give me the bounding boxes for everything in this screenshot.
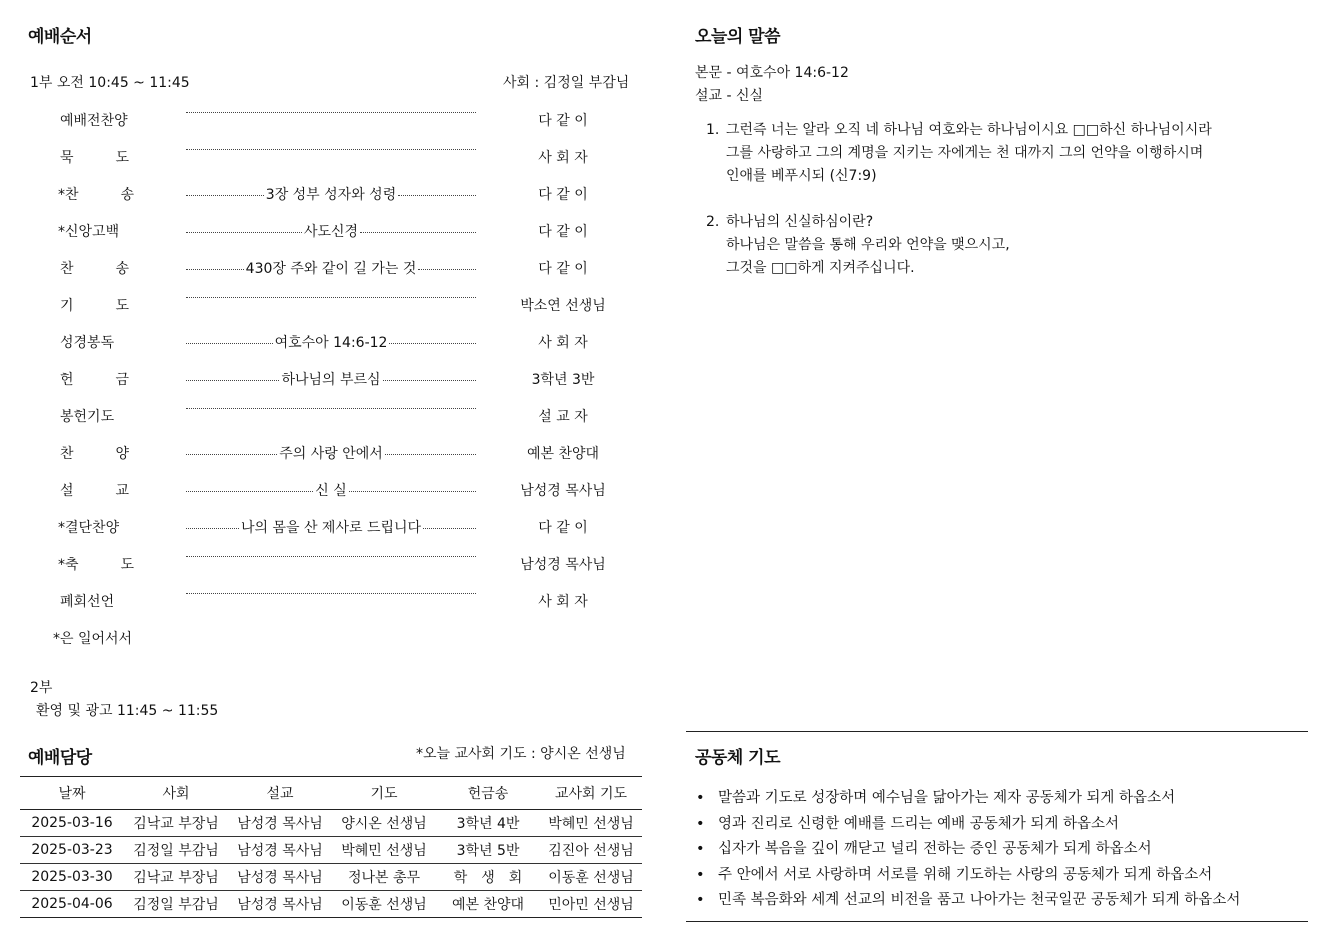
order-row <box>40 554 640 578</box>
order-item-leader: 다 같 이 <box>538 261 588 277</box>
order-item-leader: 남성경 목사님 <box>520 483 606 499</box>
dot-leader <box>186 297 476 298</box>
word-item <box>706 211 1010 280</box>
order-item-content <box>186 591 476 594</box>
bullet-icon: • <box>696 892 705 908</box>
duty-header: 기도 <box>370 786 398 802</box>
order-item-content <box>186 369 476 389</box>
order-item-leader: 다 같 이 <box>538 113 588 129</box>
order-item-content <box>186 147 476 150</box>
table-cell: 학 생 회 <box>453 870 523 886</box>
part2-label: 2부 <box>30 680 53 696</box>
order-item-name: 헌 금 <box>60 372 130 388</box>
order-item-leader: 사 회 자 <box>538 335 588 351</box>
dot-leader <box>186 556 476 557</box>
order-row <box>40 258 640 282</box>
dot-leader <box>418 269 476 270</box>
duty-header: 사회 <box>162 786 190 802</box>
order-item-name: 봉헌기도 <box>60 409 115 425</box>
table-cell: 예본 찬양대 <box>451 897 525 913</box>
table-cell: 2025-03-30 <box>31 869 113 885</box>
table-row <box>20 837 642 864</box>
duty-title: 예배담당 <box>28 748 92 768</box>
list-item <box>696 888 1240 914</box>
order-item-name: *찬 송 <box>58 187 135 203</box>
word-item-line: 인애를 베푸시되 (신7:9) <box>726 168 877 184</box>
order-item-content <box>186 295 476 298</box>
order-item-content <box>186 517 476 537</box>
table-cell: 3학년 4반 <box>456 816 520 832</box>
order-row <box>40 184 640 208</box>
word-item-number: 2. <box>706 214 720 230</box>
table-cell: 이동훈 선생님 <box>548 870 634 886</box>
table-cell: 박혜민 선생님 <box>548 816 634 832</box>
word-item-line: 그를 사랑하고 그의 계명을 지키는 자에게는 천 대까지 그의 언약을 이행하시며 <box>726 145 1204 161</box>
table-cell: 박혜민 선생님 <box>341 843 427 859</box>
order-item-content <box>186 110 476 113</box>
order-item-leader: 박소연 선생님 <box>520 298 606 314</box>
order-item-content-text: 430장 주와 같이 길 가는 것 <box>245 261 417 277</box>
order-item-content-text: 신 실 <box>315 483 347 499</box>
dot-leader <box>186 195 264 196</box>
order-item-name: 설 교 <box>60 483 130 499</box>
community-prayer-list <box>696 786 1240 914</box>
order-item-content <box>186 221 476 241</box>
table-row <box>20 864 642 891</box>
part1-time: 1부 오전 10:45 ~ 11:45 <box>30 75 190 91</box>
order-item-name: 폐회선언 <box>60 594 115 610</box>
order-item-content <box>186 443 476 463</box>
order-item-name: *결단찬양 <box>58 520 120 536</box>
table-cell: 2025-03-16 <box>31 815 113 831</box>
prayer-text: 십자가 복음을 깊이 깨닫고 널리 전하는 증인 공동체가 되게 하옵소서 <box>718 841 1152 857</box>
order-row <box>40 443 640 467</box>
dot-leader <box>186 454 277 455</box>
order-item-leader: 3학년 3반 <box>531 372 595 388</box>
order-item-content-text: 3장 성부 성자와 성령 <box>265 187 397 203</box>
scripture-text: 본문 - 여호수아 14:6-12 <box>695 65 849 81</box>
word-item-line: 하나님은 말씀을 통해 우리와 언약을 맺으시고, <box>726 237 1010 253</box>
dot-leader <box>186 528 239 529</box>
order-item-content-text: 하나님의 부르심 <box>281 372 381 388</box>
table-cell: 김낙교 부장님 <box>133 870 219 886</box>
order-item-name: *신앙고백 <box>58 224 120 240</box>
stand-note: *은 일어서서 <box>53 631 133 647</box>
table-cell: 민아민 선생님 <box>548 897 634 913</box>
order-item-name: 찬 양 <box>60 446 130 462</box>
dot-leader <box>186 491 313 492</box>
order-item-content <box>186 258 476 278</box>
dot-leader <box>186 112 476 113</box>
order-item-name: 기 도 <box>60 298 130 314</box>
table-cell: 김진아 선생님 <box>548 843 634 859</box>
order-item-leader: 남성경 목사님 <box>520 557 606 573</box>
word-item <box>706 119 1212 188</box>
dot-leader <box>186 408 476 409</box>
list-item <box>696 863 1240 889</box>
order-item-content <box>186 332 476 352</box>
word-title: 오늘의 말씀 <box>695 27 781 47</box>
dot-leader <box>186 343 273 344</box>
table-cell: 2025-04-06 <box>31 896 113 912</box>
list-item <box>696 837 1240 863</box>
order-item-content-text: 나의 몸을 산 제사로 드립니다 <box>240 520 422 536</box>
prayer-text: 영과 진리로 신령한 예배를 드리는 예배 공동체가 되게 하옵소서 <box>718 815 1120 832</box>
dot-leader <box>398 195 476 196</box>
dot-leader <box>186 149 476 150</box>
table-cell: 김정일 부감님 <box>133 843 219 859</box>
order-row <box>40 406 640 430</box>
order-item-content-text: 주의 사랑 안에서 <box>279 446 383 462</box>
table-cell: 이동훈 선생님 <box>341 897 427 913</box>
community-top-rule <box>686 731 1308 732</box>
community-bottom-rule <box>686 921 1308 922</box>
order-item-name: 예배전찬양 <box>60 113 128 129</box>
order-row <box>40 480 640 504</box>
order-item-content <box>186 554 476 557</box>
table-row <box>20 810 642 837</box>
table-cell: 남성경 목사님 <box>237 897 323 913</box>
dot-leader <box>383 380 476 381</box>
bullet-icon: • <box>696 790 705 806</box>
dot-leader <box>360 232 476 233</box>
order-row <box>40 591 640 615</box>
dot-leader <box>385 454 476 455</box>
sermon-title: 설교 - 신실 <box>695 88 764 104</box>
order-row <box>40 332 640 356</box>
order-item-content-text: 여호수아 14:6-12 <box>274 335 388 351</box>
order-item-content <box>186 406 476 409</box>
table-cell: 정나본 총무 <box>347 870 421 886</box>
table-cell: 2025-03-23 <box>31 842 113 858</box>
dot-leader <box>186 232 302 233</box>
table-row <box>20 891 642 918</box>
order-item-leader: 다 같 이 <box>538 520 588 536</box>
order-item-content-text: 사도신경 <box>303 224 359 240</box>
dot-leader <box>349 491 476 492</box>
prayer-text: 민족 복음화와 세계 선교의 비전을 품고 나아가는 천국일꾼 공동체가 되게 하옵소서 <box>718 892 1241 908</box>
order-row <box>40 221 640 245</box>
dot-leader <box>186 593 476 594</box>
dot-leader <box>423 528 476 529</box>
word-item-line: 하나님의 신실하심이란? <box>726 214 874 230</box>
table-cell: 김낙교 부장님 <box>133 816 219 832</box>
moderator: 사회 : 김정일 부감님 <box>503 75 630 91</box>
prayer-text: 말씀과 기도로 성장하며 예수님을 닮아가는 제자 공동체가 되게 하옵소서 <box>718 790 1176 806</box>
table-cell: 남성경 목사님 <box>237 843 323 859</box>
duty-header: 교사회 기도 <box>554 786 628 802</box>
bullet-icon: • <box>696 841 705 857</box>
table-cell: 김정일 부감님 <box>133 897 219 913</box>
order-row <box>40 369 640 393</box>
duty-header: 헌금송 <box>467 786 509 802</box>
order-item-content <box>186 480 476 500</box>
order-item-leader: 예본 찬양대 <box>526 446 600 462</box>
dot-leader <box>186 380 279 381</box>
order-item-name: *축 도 <box>58 557 135 573</box>
order-item-name: 찬 송 <box>60 261 130 277</box>
order-item-leader: 다 같 이 <box>538 224 588 240</box>
order-row <box>40 295 640 319</box>
order-row <box>40 110 640 134</box>
order-row <box>40 147 640 171</box>
order-item-leader: 사 회 자 <box>538 594 588 610</box>
table-cell: 남성경 목사님 <box>237 870 323 886</box>
order-title: 예배순서 <box>28 27 92 47</box>
order-item-name: 성경봉독 <box>60 335 115 351</box>
table-cell: 양시온 선생님 <box>341 816 427 832</box>
part2-desc: 환영 및 광고 11:45 ~ 11:55 <box>36 703 219 719</box>
order-item-leader: 다 같 이 <box>538 187 588 203</box>
prayer-text: 주 안에서 서로 사랑하며 서로를 위해 기도하는 사랑의 공동체가 되게 하옵소서 <box>718 866 1213 883</box>
order-row <box>40 517 640 541</box>
order-item-name: 묵 도 <box>60 150 130 166</box>
bullet-icon: • <box>696 815 705 832</box>
community-title: 공동체 기도 <box>695 748 781 768</box>
table-cell: 3학년 5반 <box>456 843 520 859</box>
list-item <box>696 812 1240 838</box>
order-item-leader: 설 교 자 <box>538 409 588 425</box>
word-item-number: 1. <box>706 122 720 138</box>
word-item-line: 그것을 □□하게 지켜주십니다. <box>726 260 915 276</box>
dot-leader <box>389 343 476 344</box>
word-item-line: 그런즉 너는 알라 오직 네 하나님 여호와는 하나님이시요 □□하신 하나님이시라 <box>726 122 1212 138</box>
duty-header: 날짜 <box>58 786 86 802</box>
bullet-icon: • <box>696 866 705 883</box>
teacher-prayer-note: *오늘 교사회 기도 : 양시온 선생님 <box>416 746 626 762</box>
dot-leader <box>186 269 244 270</box>
table-cell: 남성경 목사님 <box>237 816 323 832</box>
duty-table <box>20 776 642 918</box>
order-item-leader: 사 회 자 <box>538 150 588 166</box>
list-item <box>696 786 1240 812</box>
duty-header: 설교 <box>266 786 294 802</box>
duty-header-row <box>20 777 642 810</box>
order-item-content <box>186 184 476 204</box>
